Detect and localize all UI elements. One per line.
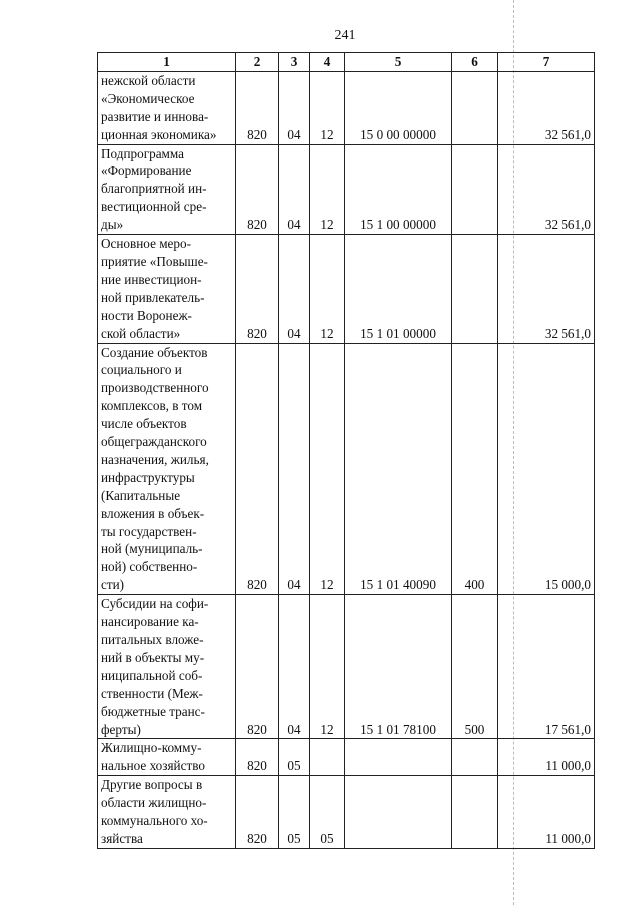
cell-admin-code: 820 (236, 235, 279, 343)
cell-target-article: 15 1 01 78100 (345, 595, 452, 739)
column-header-1: 1 (98, 53, 236, 72)
table-row (98, 776, 595, 849)
cell-subsection: 12 (310, 235, 345, 343)
column-header-7: 7 (498, 53, 595, 72)
cell-expense-type (452, 71, 498, 144)
column-header-4: 4 (310, 53, 345, 72)
cell-expense-type (452, 235, 498, 343)
table-row (98, 595, 595, 739)
cell-section: 04 (279, 235, 310, 343)
page-number: 241 (334, 28, 356, 43)
cell-amount: 32 561,0 (498, 71, 595, 144)
row-name: нежской области «Экономическое развитие и иннова- ционная экономика» (98, 71, 236, 144)
cell-admin-code: 820 (236, 71, 279, 144)
row-name: Создание объектов социального и производственного комплексов, в том числе объектов общегражданского назначения, жилья, инфраструктуры (Капитальные вложения в объек- ты государствен- ной (муниципаль- ной) собственно- сти) (98, 343, 236, 595)
row-name: Подпрограмма «Формирование благоприятной ин- вестиционной сре- ды» (98, 144, 236, 235)
row-name: Субсидии на софи- нансирование ка- питальных вложе- ний в объекты му- ниципальной соб- ственности (Меж- бюджетные транс- ферты) (98, 595, 236, 739)
row-name: Жилищно-комму- нальное хозяйство (98, 739, 236, 776)
table-row (98, 71, 595, 144)
cell-section: 04 (279, 144, 310, 235)
cell-section: 05 (279, 739, 310, 776)
row-name: Основное меро- приятие «Повыше- ние инвестицион- ной привлекатель- ности Воронеж- ской области» (98, 235, 236, 343)
table-header-row (98, 53, 595, 72)
cell-section: 04 (279, 595, 310, 739)
cell-target-article: 15 1 01 00000 (345, 235, 452, 343)
cell-target-article (345, 739, 452, 776)
cell-amount: 11 000,0 (498, 776, 595, 849)
cell-expense-type: 400 (452, 343, 498, 595)
table-row (98, 144, 595, 235)
cell-subsection: 12 (310, 343, 345, 595)
cell-target-article: 15 1 01 40090 (345, 343, 452, 595)
cell-subsection: 12 (310, 595, 345, 739)
cell-amount: 15 000,0 (498, 343, 595, 595)
table-row (98, 343, 595, 595)
column-header-6: 6 (452, 53, 498, 72)
cell-subsection (310, 739, 345, 776)
cell-section: 04 (279, 343, 310, 595)
cell-expense-type (452, 739, 498, 776)
column-header-2: 2 (236, 53, 279, 72)
cell-subsection: 12 (310, 71, 345, 144)
column-header-3: 3 (279, 53, 310, 72)
cell-amount: 32 561,0 (498, 144, 595, 235)
cell-admin-code: 820 (236, 595, 279, 739)
cell-expense-type (452, 776, 498, 849)
cell-section: 05 (279, 776, 310, 849)
cell-expense-type: 500 (452, 595, 498, 739)
cell-target-article: 15 0 00 00000 (345, 71, 452, 144)
cell-subsection: 05 (310, 776, 345, 849)
cell-admin-code: 820 (236, 776, 279, 849)
cell-admin-code: 820 (236, 144, 279, 235)
table-row (98, 235, 595, 343)
cell-amount: 11 000,0 (498, 739, 595, 776)
cell-subsection: 12 (310, 144, 345, 235)
table-row (98, 739, 595, 776)
cell-expense-type (452, 144, 498, 235)
cell-admin-code: 820 (236, 343, 279, 595)
cell-amount: 17 561,0 (498, 595, 595, 739)
cell-target-article (345, 776, 452, 849)
budget-table (97, 52, 595, 849)
row-name: Другие вопросы в области жилищно- коммунального хо- зяйства (98, 776, 236, 849)
column-header-5: 5 (345, 53, 452, 72)
cell-target-article: 15 1 00 00000 (345, 144, 452, 235)
cell-section: 04 (279, 71, 310, 144)
cell-amount: 32 561,0 (498, 235, 595, 343)
cell-admin-code: 820 (236, 739, 279, 776)
